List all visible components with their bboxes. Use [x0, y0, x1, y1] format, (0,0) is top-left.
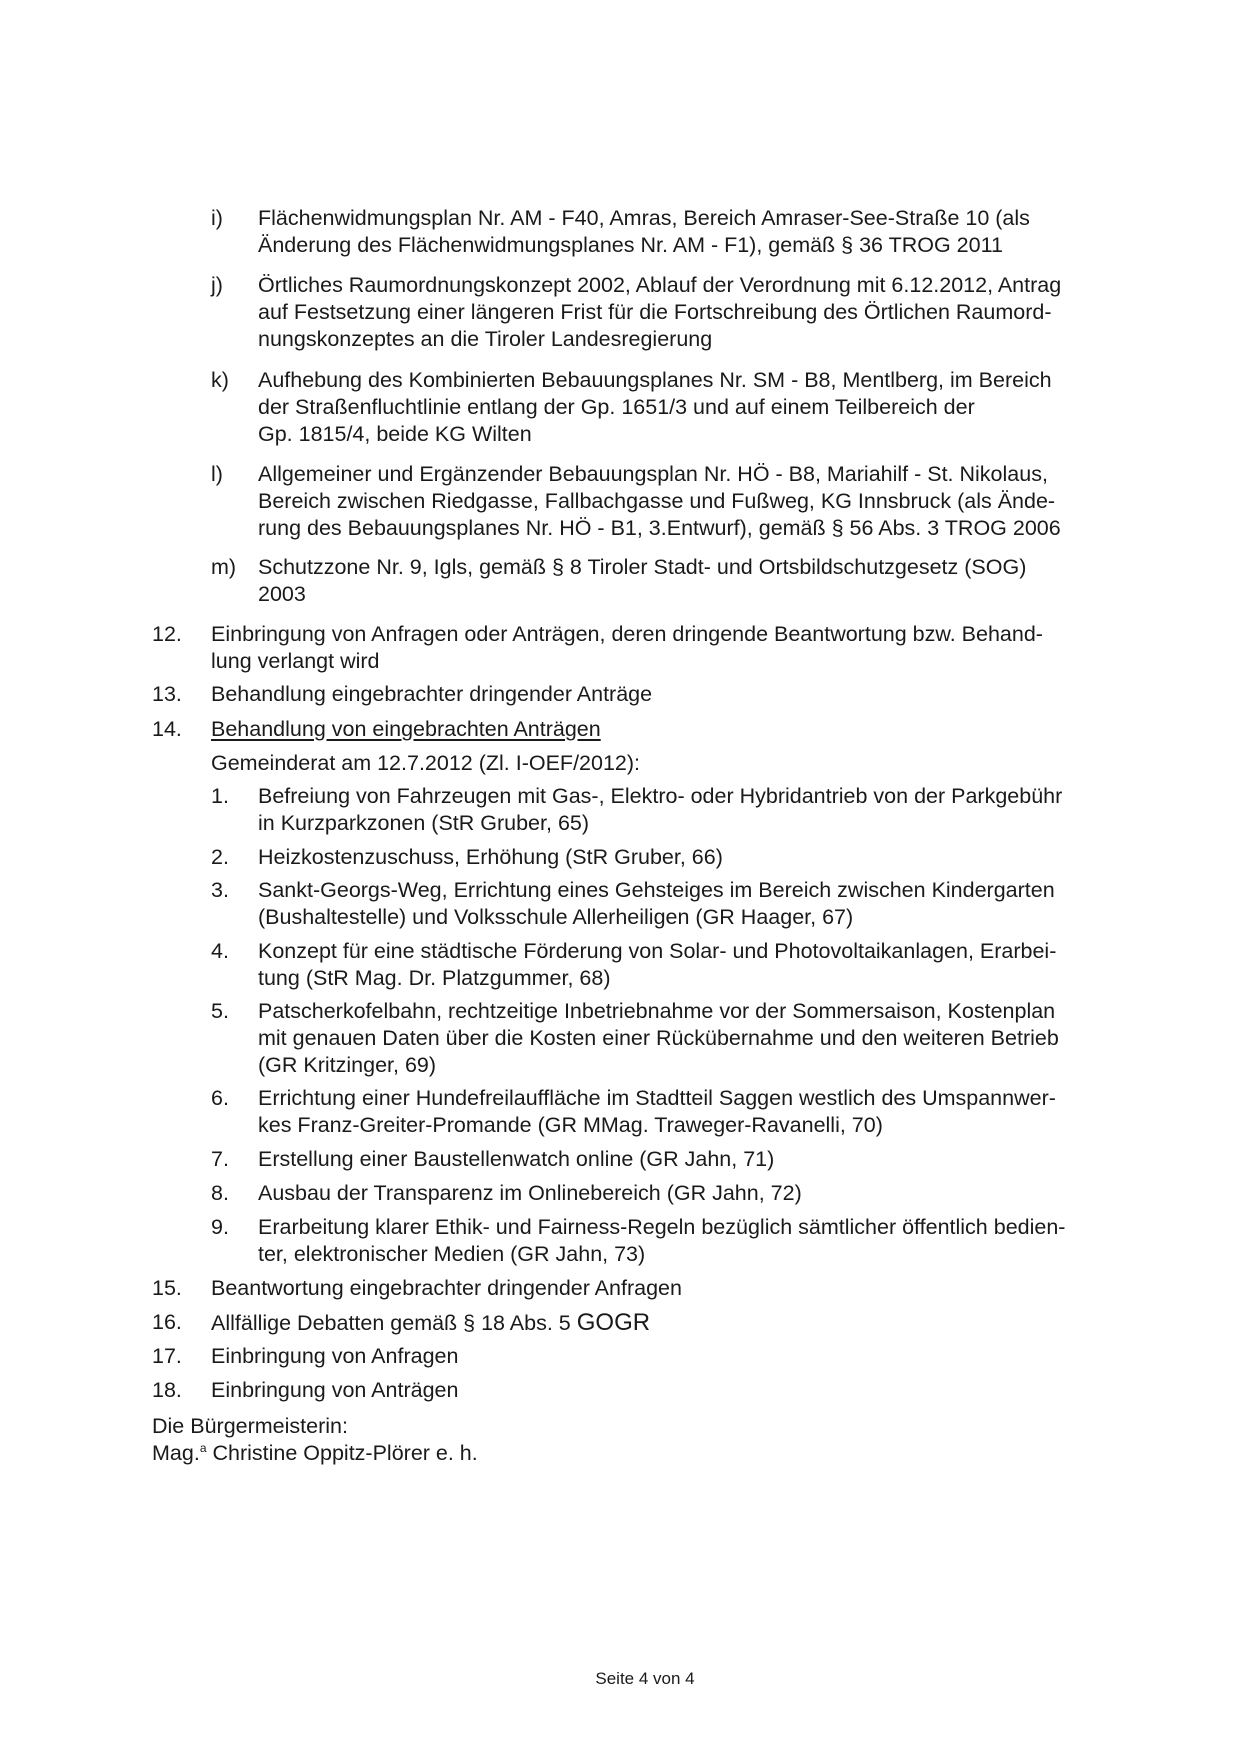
- motion-number: 4.: [211, 939, 229, 963]
- motion-text-line: Ausbau der Transparenz im Onlinebereich (GR Jahn, 72): [258, 1181, 802, 1205]
- signature-name-sup: a: [199, 1441, 207, 1455]
- motion-text-line: Konzept für eine städtische Förderung von Solar- und Photovoltaikanlagen, Erarbei-: [258, 939, 1057, 963]
- item-text-line: Gp. 1815/4, beide KG Wilten: [258, 422, 532, 446]
- signature-name-prefix: Mag.: [152, 1441, 200, 1465]
- motion-text-line: Befreiung von Fahrzeugen mit Gas-, Elektro- oder Hybridantrieb von der Parkgebühr: [258, 784, 1063, 808]
- item-text-line: lung verlangt wird: [211, 649, 380, 673]
- list-item-j: [211, 272, 1151, 353]
- item-text-line: Behandlung eingebrachter dringender Anträge: [211, 682, 653, 706]
- item-number: 14.: [152, 717, 182, 741]
- item-text-line: 2003: [258, 582, 306, 606]
- item-number: 18.: [152, 1378, 182, 1402]
- motion-number: 5.: [211, 999, 229, 1023]
- item-text-line: Änderung des Flächenwidmungsplanes Nr. AM - F1), gemäß § 36 TROG 2011: [258, 233, 1003, 257]
- motion-item-1: [211, 783, 1151, 837]
- signature-name-rest: Christine Oppitz-Plörer e. h.: [206, 1441, 478, 1465]
- motion-text-line: mit genauen Daten über die Kosten einer Rückübernahme und den weiteren Betrieb: [258, 1026, 1059, 1050]
- item-number: 12.: [152, 622, 182, 646]
- regulation-abbreviation: GOGR: [576, 1309, 651, 1336]
- motion-item-9: [211, 1214, 1151, 1268]
- motion-item-8: [211, 1180, 1151, 1207]
- motion-number: 2.: [211, 845, 229, 869]
- item-text-line: Einbringung von Anfragen oder Anträgen, deren dringende Beantwortung bzw. Behand-: [211, 622, 1043, 646]
- item-text-line: Aufhebung des Kombinierten Bebauungsplanes Nr. SM - B8, Mentlberg, im Bereich: [258, 368, 1052, 392]
- item-number: 15.: [152, 1276, 182, 1300]
- item-label: i): [211, 206, 223, 230]
- item-text-line: Bereich zwischen Riedgasse, Fallbachgasse und Fußweg, KG Innsbruck (als Ände-: [258, 489, 1056, 513]
- item-text-line: Einbringung von Anfragen: [211, 1344, 459, 1368]
- motion-text-line: Erstellung einer Baustellenwatch online (GR Jahn, 71): [258, 1147, 775, 1171]
- motion-item-4: [211, 938, 1151, 992]
- motion-number: 3.: [211, 878, 229, 902]
- list-item-16: [152, 1309, 1152, 1337]
- list-item-17: [152, 1343, 1152, 1370]
- motion-text-line: Sankt-Georgs-Weg, Errichtung eines Gehsteiges im Bereich zwischen Kindergarten: [258, 878, 1055, 902]
- motion-text-line: Errichtung einer Hundefreilauffläche im Stadtteil Saggen westlich des Umspannwer-: [258, 1086, 1056, 1110]
- section-heading: Behandlung von eingebrachten Anträgen: [211, 717, 601, 741]
- motion-text-line: (Bushaltestelle) und Volksschule Allerheiligen (GR Haager, 67): [258, 905, 854, 929]
- list-item-18: [152, 1377, 1152, 1404]
- item-text-line: Flächenwidmungsplan Nr. AM - F40, Amras, Bereich Amraser-See-Straße 10 (als: [258, 206, 1030, 230]
- motion-text-line: kes Franz-Greiter-Promande (GR MMag. Traweger-Ravanelli, 70): [258, 1113, 883, 1137]
- item-text-line: Allfällige Debatten gemäß § 18 Abs. 5: [211, 1311, 577, 1335]
- signature-block: [152, 1413, 852, 1467]
- item-label: j): [211, 273, 223, 297]
- item-text-line: nungskonzeptes an die Tiroler Landesregierung: [258, 327, 713, 351]
- list-item-m: [211, 554, 1151, 608]
- list-item-l: [211, 461, 1151, 542]
- motion-text-line: in Kurzparkzonen (StR Gruber, 65): [258, 811, 590, 835]
- motion-text-line: ter, elektronischer Medien (GR Jahn, 73): [258, 1242, 646, 1266]
- motion-item-7: [211, 1146, 1151, 1173]
- list-item-12: [152, 621, 1152, 675]
- session-intro: [211, 750, 1111, 777]
- list-item-15: [152, 1275, 1152, 1302]
- page-number: Seite 4 von 4: [595, 1669, 695, 1688]
- list-item-14: [152, 716, 1152, 743]
- page-footer: [0, 1665, 1241, 1692]
- item-text-line: Örtliches Raumordnungskonzept 2002, Ablauf der Verordnung mit 6.12.2012, Antrag: [258, 273, 1062, 297]
- item-text-line: Allgemeiner und Ergänzender Bebauungsplan Nr. HÖ - B8, Mariahilf - St. Nikolaus,: [258, 462, 1048, 486]
- item-label: k): [211, 368, 229, 392]
- list-item-13: [152, 681, 1152, 708]
- motion-text-line: Patscherkofelbahn, rechtzeitige Inbetriebnahme vor der Sommersaison, Kostenplan: [258, 999, 1056, 1023]
- item-number: 17.: [152, 1344, 182, 1368]
- item-number: 16.: [152, 1310, 182, 1334]
- motion-item-5: [211, 998, 1151, 1079]
- motion-number: 1.: [211, 784, 229, 808]
- motion-item-2: [211, 844, 1151, 871]
- item-text-line: rung des Bebauungsplanes Nr. HÖ - B1, 3.Entwurf), gemäß § 56 Abs. 3 TROG 2006: [258, 516, 1061, 540]
- session-intro-text: Gemeinderat am 12.7.2012 (Zl. I-OEF/2012):: [211, 751, 641, 775]
- signature-title: Die Bürgermeisterin:: [152, 1414, 348, 1438]
- motion-item-3: [211, 877, 1151, 931]
- motion-text-line: tung (StR Mag. Dr. Platzgummer, 68): [258, 966, 611, 990]
- item-label: l): [211, 462, 223, 486]
- item-text-line: der Straßenfluchtlinie entlang der Gp. 1651/3 und auf einem Teilbereich der: [258, 395, 975, 419]
- list-item-i: [211, 205, 1151, 259]
- item-text-line: auf Festsetzung einer längeren Frist für die Fortschreibung des Örtlichen Raumord-: [258, 300, 1052, 324]
- motion-text-line: (GR Kritzinger, 69): [258, 1053, 437, 1077]
- motion-item-6: [211, 1085, 1151, 1139]
- signature-name: [152, 1440, 852, 1467]
- item-label: m): [211, 555, 237, 579]
- motion-number: 8.: [211, 1181, 229, 1205]
- motion-number: 7.: [211, 1147, 229, 1171]
- item-number: 13.: [152, 682, 182, 706]
- item-text-line: Schutzzone Nr. 9, Igls, gemäß § 8 Tiroler Stadt- und Ortsbildschutzgesetz (SOG): [258, 555, 1027, 579]
- list-item-k: [211, 367, 1151, 448]
- motion-number: 6.: [211, 1086, 229, 1110]
- item-text-line: Einbringung von Anträgen: [211, 1378, 459, 1402]
- motion-text-line: Heizkostenzuschuss, Erhöhung (StR Gruber, 66): [258, 845, 723, 869]
- motion-number: 9.: [211, 1215, 229, 1239]
- motion-text-line: Erarbeitung klarer Ethik- und Fairness-Regeln bezüglich sämtlicher öffentlich bedien-: [258, 1215, 1066, 1239]
- item-text-line: Beantwortung eingebrachter dringender Anfragen: [211, 1276, 682, 1300]
